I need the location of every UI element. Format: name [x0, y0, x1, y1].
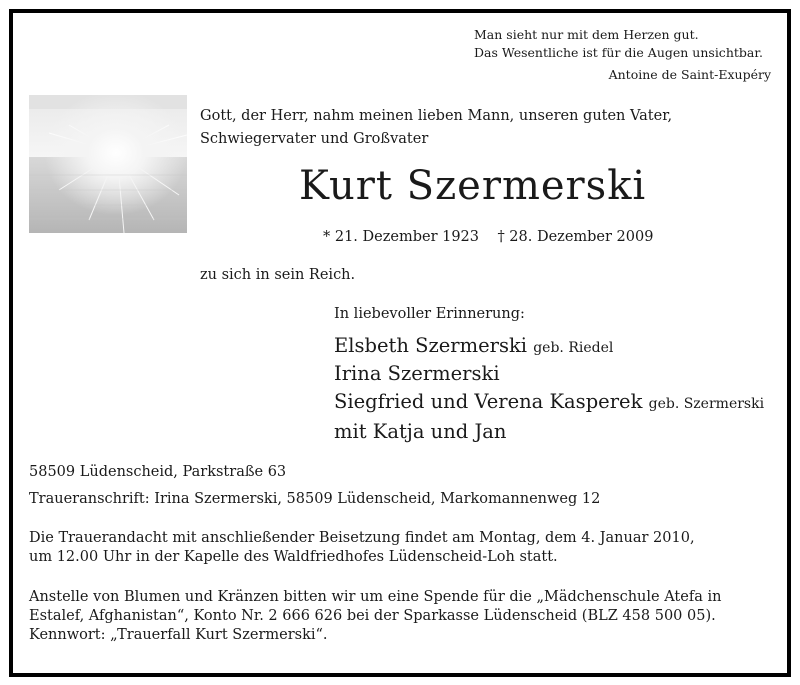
mourner-4: mit Katja und Jan [334, 420, 507, 443]
deceased-name: Kurt Szermerski [299, 163, 647, 209]
mourner-2: Irina Szermerski [334, 362, 500, 385]
life-dates: * 21. Dezember 1923 † 28. Dezember 2009 [323, 229, 654, 245]
mourner-1-note: geb. Riedel [533, 340, 614, 356]
intro-line-1: Gott, der Herr, nahm meinen lieben Mann, unseren guten Vater, [200, 108, 673, 124]
mourner-3-note: geb. Szermerski [648, 396, 765, 412]
mourning-address: Traueranschrift: Irina Szermerski, 58509 Lüdenscheid, Markomannenweg 12 [29, 491, 601, 507]
mourner-1 [334, 334, 613, 357]
mourner-3 [334, 390, 764, 413]
closing-line: zu sich in sein Reich. [200, 267, 356, 283]
quote-line-1: Man sieht nur mit dem Herzen gut. [474, 27, 699, 42]
sunset-photo [29, 95, 187, 233]
service-line-2: um 12.00 Uhr in der Kapelle des Waldfriedhofes Lüdenscheid-Loh statt. [29, 549, 558, 565]
mourner-1-name: Elsbeth Szermerski [334, 334, 528, 357]
mourner-3-name: Siegfried und Verena Kasperek [334, 390, 643, 413]
home-address: 58509 Lüdenscheid, Parkstraße 63 [29, 464, 287, 480]
mourners-heading: In liebevoller Erinnerung: [334, 306, 525, 322]
service-line-1: Die Trauerandacht mit anschließender Beisetzung findet am Montag, dem 4. Januar 2010, [29, 530, 695, 546]
donation-line-1: Anstelle von Blumen und Kränzen bitten wir um eine Spende für die „Mädchenschule Atefa in [29, 589, 722, 605]
quote-author: Antoine de Saint-Exupéry [608, 67, 771, 82]
intro-line-2: Schwiegervater und Großvater [200, 131, 429, 147]
donation-line-3: Kennwort: „Trauerfall Kurt Szermerski“. [29, 627, 328, 643]
quote-line-2: Das Wesentliche ist für die Augen unsichtbar. [474, 45, 763, 60]
donation-line-2: Estalef, Afghanistan“, Konto Nr. 2 666 626 bei der Sparkasse Lüdenscheid (BLZ 458 500 05). [29, 608, 716, 624]
